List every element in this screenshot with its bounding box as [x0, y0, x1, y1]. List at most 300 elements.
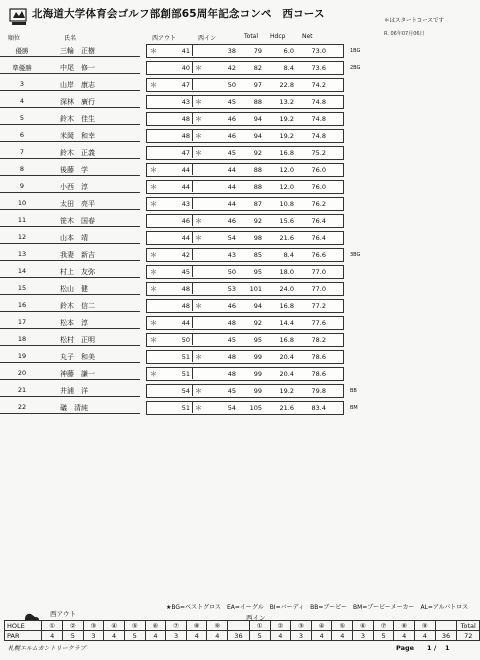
player-name: 礒 清純 [60, 404, 88, 412]
result-row [0, 297, 480, 314]
total-score: 92 [253, 217, 262, 225]
player-name: 鈴木 信二 [60, 302, 95, 310]
player-name: 山岸 康志 [60, 81, 95, 89]
rank: 13 [17, 250, 27, 258]
net-score: 78.2 [311, 336, 326, 344]
in-start-marker: ＊ [195, 132, 202, 140]
net-score: 79.8 [311, 387, 326, 395]
hdcp-value: 19.2 [279, 115, 294, 123]
total-score: 95 [253, 336, 262, 344]
remark: 3BG [350, 252, 361, 258]
par-cell: 4 [332, 631, 353, 641]
player-name: 後藤 学 [60, 166, 88, 174]
total-score: 88 [253, 166, 262, 174]
out-start-marker: ＊ [150, 81, 157, 89]
club-name: 札幌エルムカントリークラブ [8, 645, 86, 652]
result-row [0, 331, 480, 348]
out-score: 48 [181, 285, 190, 293]
rank: 22 [17, 403, 27, 411]
par-cell: 5 [249, 631, 270, 641]
par-cell: 4 [145, 631, 166, 641]
hole-cell: ④ [311, 621, 332, 631]
in-start-marker: ＊ [195, 387, 202, 395]
out-start-marker: ＊ [150, 200, 157, 208]
hdcp-value: 19.2 [279, 132, 294, 140]
net-score: 76.0 [311, 166, 326, 174]
net-score: 76.4 [311, 234, 326, 242]
name-underline [0, 226, 140, 227]
out-score: 48 [181, 302, 190, 310]
score-box-divider [192, 78, 193, 90]
player-name: 米岡 和幸 [60, 132, 95, 140]
rank: 5 [19, 114, 25, 122]
hole-cell: ⑤ [124, 621, 145, 631]
player-name: 小西 淳 [60, 183, 88, 191]
hole-cell: ⑥ [145, 621, 166, 631]
hdcp-value: 16.8 [279, 302, 294, 310]
in-score: 48 [227, 370, 236, 378]
out-score: 47 [181, 149, 190, 157]
hdcp-value: 20.4 [279, 353, 294, 361]
hole-label: HOLE [5, 621, 42, 631]
in-start-marker: ＊ [195, 302, 202, 310]
net-score: 74.8 [311, 115, 326, 123]
net-score: 76.0 [311, 183, 326, 191]
player-name: 深林 廣行 [60, 98, 95, 106]
total-score: 105 [249, 404, 262, 412]
hole-cell: ⑦ [373, 621, 394, 631]
net-score: 77.2 [311, 302, 326, 310]
name-underline [0, 243, 140, 244]
out-score: 48 [181, 132, 190, 140]
par-cell: 3 [291, 631, 312, 641]
hole-cell-blank [435, 621, 457, 631]
name-underline [0, 345, 140, 346]
out-start-marker: ＊ [150, 183, 157, 191]
result-row [0, 246, 480, 263]
in-score: 44 [227, 200, 236, 208]
out-score: 40 [181, 64, 190, 72]
result-row [0, 76, 480, 93]
name-underline [0, 73, 140, 74]
in-score: 54 [227, 234, 236, 242]
in-start-marker: ＊ [195, 64, 202, 72]
par-cell: 3 [166, 631, 187, 641]
hole-cell: ⑤ [332, 621, 353, 631]
out-start-marker: ＊ [150, 285, 157, 293]
score-box-divider [192, 401, 193, 413]
in-score: 46 [227, 132, 236, 140]
hole-cell: ③ [291, 621, 312, 631]
player-name: 井浦 洋 [60, 387, 88, 395]
in-score: 48 [227, 319, 236, 327]
col-total-header: Total [244, 33, 259, 40]
result-row [0, 59, 480, 76]
name-underline [0, 107, 140, 108]
par-cell: 3 [83, 631, 104, 641]
legend: ★BG=ベストグロス EA=イーグル BI=バーディ BB=ブービー BM=ブービーメーカー AL=アルバトロス [166, 604, 469, 611]
score-box-divider [192, 44, 193, 56]
out-score: 44 [181, 166, 190, 174]
hole-cell: ① [42, 621, 63, 631]
hdcp-value: 13.2 [279, 98, 294, 106]
score-box-divider [192, 384, 193, 396]
rank: 3 [19, 80, 25, 88]
total-score: 85 [253, 251, 262, 259]
score-box-divider [192, 129, 193, 141]
out-score: 44 [181, 319, 190, 327]
total-score: 79 [253, 47, 262, 55]
name-underline [0, 124, 140, 125]
remark: 2BG [350, 65, 361, 71]
par-label: PAR [5, 631, 42, 641]
in-score: 42 [227, 64, 236, 72]
result-row [0, 314, 480, 331]
total-score: 99 [253, 370, 262, 378]
result-row [0, 161, 480, 178]
in-score: 46 [227, 302, 236, 310]
player-name: 村上 友弥 [60, 268, 95, 276]
out-start-marker: ＊ [150, 370, 157, 378]
out-score: 45 [181, 268, 190, 276]
name-underline [0, 294, 140, 295]
net-score: 74.8 [311, 132, 326, 140]
total-score: 88 [253, 98, 262, 106]
total-score: 92 [253, 149, 262, 157]
rank: 10 [17, 199, 27, 207]
hole-cell: ⑥ [353, 621, 374, 631]
score-box-divider [192, 367, 193, 379]
name-underline [0, 141, 140, 142]
col-name-header: 氏名 [64, 35, 77, 42]
rank: 優勝 [15, 47, 29, 55]
in-score: 48 [227, 353, 236, 361]
player-name: 鈴木 正義 [60, 149, 95, 157]
out-score: 51 [181, 404, 190, 412]
total-score: 97 [253, 81, 262, 89]
score-box-divider [192, 333, 193, 345]
in-score: 45 [227, 336, 236, 344]
par-out-total: 36 [228, 631, 250, 641]
par-cell: 4 [207, 631, 228, 641]
hdcp-value: 12.0 [279, 183, 294, 191]
par-cell: 4 [394, 631, 415, 641]
name-underline [0, 311, 140, 312]
total-score: 94 [253, 115, 262, 123]
in-score: 44 [227, 183, 236, 191]
par-cell: 4 [42, 631, 63, 641]
in-start-marker: ＊ [195, 234, 202, 242]
player-name: 太田 亮平 [60, 200, 95, 208]
total-score: 88 [253, 183, 262, 191]
hdcp-value: 24.0 [279, 285, 294, 293]
total-score: 99 [253, 353, 262, 361]
total-score: 92 [253, 319, 262, 327]
total-score: 99 [253, 387, 262, 395]
out-score: 51 [181, 370, 190, 378]
score-box-divider [192, 214, 193, 226]
rank: 準優勝 [12, 64, 32, 72]
result-row [0, 280, 480, 297]
result-row [0, 42, 480, 59]
hdcp-value: 19.2 [279, 387, 294, 395]
score-box-divider [192, 316, 193, 328]
in-score: 53 [227, 285, 236, 293]
out-score: 44 [181, 234, 190, 242]
player-name: 松本 淳 [60, 319, 88, 327]
par-cell: 3 [353, 631, 374, 641]
net-score: 75.2 [311, 149, 326, 157]
name-underline [0, 90, 140, 91]
total-score: 95 [253, 268, 262, 276]
player-name: 笹木 国春 [60, 217, 95, 225]
hole-cell: ⑨ [207, 621, 228, 631]
player-name: 山本 靖 [60, 234, 88, 242]
in-score: 50 [227, 268, 236, 276]
rank: 17 [17, 318, 27, 326]
in-score: 44 [227, 166, 236, 174]
total-score: 94 [253, 302, 262, 310]
name-underline [0, 362, 140, 363]
result-row [0, 382, 480, 399]
result-row [0, 399, 480, 416]
score-box-divider [192, 146, 193, 158]
hdcp-value: 8.4 [283, 251, 294, 259]
rank: 8 [19, 165, 25, 173]
net-score: 77.0 [311, 285, 326, 293]
net-score: 74.2 [311, 81, 326, 89]
logo-icon [8, 6, 30, 26]
par-cell: 4 [270, 631, 291, 641]
score-box-divider [192, 95, 193, 107]
total-score: 101 [249, 285, 262, 293]
rank: 15 [17, 284, 27, 292]
net-score: 83.4 [311, 404, 326, 412]
in-course-label: 西イン [246, 614, 266, 622]
name-underline [0, 175, 140, 176]
hole-cell: ⑦ [166, 621, 187, 631]
player-name: 我妻 新吉 [60, 251, 95, 259]
result-row [0, 212, 480, 229]
rank: 6 [19, 131, 25, 139]
hdcp-value: 16.8 [279, 149, 294, 157]
event-date: R. 06年07月06日 [384, 31, 425, 37]
out-start-marker: ＊ [150, 268, 157, 276]
out-score: 44 [181, 183, 190, 191]
player-name: 三輪 正樹 [60, 47, 95, 55]
in-start-marker: ＊ [195, 404, 202, 412]
scorecard-table [4, 620, 480, 641]
score-box-divider [192, 248, 193, 260]
rank: 9 [19, 182, 25, 190]
start-course-note: ＊はスタートコースです [384, 18, 445, 24]
result-row [0, 365, 480, 382]
par-cell: 4 [415, 631, 436, 641]
result-row [0, 178, 480, 195]
out-start-marker: ＊ [150, 47, 157, 55]
in-score: 45 [227, 387, 236, 395]
total-score: 87 [253, 200, 262, 208]
rank: 12 [17, 233, 27, 241]
score-box-divider [192, 112, 193, 124]
result-row [0, 110, 480, 127]
name-underline [0, 396, 140, 397]
hdcp-value: 8.4 [283, 64, 294, 72]
page-number: Page 1 / 1 [396, 644, 450, 652]
hdcp-value: 10.8 [279, 200, 294, 208]
par-cell: 5 [373, 631, 394, 641]
rank: 20 [17, 369, 27, 377]
in-start-marker: ＊ [195, 149, 202, 157]
hdcp-value: 21.6 [279, 404, 294, 412]
result-row [0, 348, 480, 365]
hdcp-value: 21.6 [279, 234, 294, 242]
score-box-divider [192, 299, 193, 311]
name-underline [0, 56, 140, 57]
in-score: 50 [227, 81, 236, 89]
net-score: 78.6 [311, 370, 326, 378]
hdcp-value: 6.0 [283, 47, 294, 55]
out-score: 48 [181, 115, 190, 123]
out-start-marker: ＊ [150, 336, 157, 344]
par-grand-total: 72 [457, 631, 480, 641]
remark: BM [350, 405, 358, 411]
result-row [0, 263, 480, 280]
name-underline [0, 379, 140, 380]
out-score: 41 [181, 47, 190, 55]
player-name: 中尾 修一 [60, 64, 95, 72]
hole-cell: ⑧ [186, 621, 207, 631]
out-start-marker: ＊ [150, 166, 157, 174]
total-score: 98 [253, 234, 262, 242]
score-box-divider [192, 282, 193, 294]
hdcp-value: 15.6 [279, 217, 294, 225]
net-score: 76.6 [311, 251, 326, 259]
name-underline [0, 192, 140, 193]
result-row [0, 93, 480, 110]
hdcp-value: 22.8 [279, 81, 294, 89]
hole-cell: ③ [83, 621, 104, 631]
in-start-marker: ＊ [195, 353, 202, 361]
rank: 11 [17, 216, 27, 224]
total-score: 82 [253, 64, 262, 72]
name-underline [0, 260, 140, 261]
in-score: 54 [227, 404, 236, 412]
score-box-divider [192, 265, 193, 277]
score-box-divider [192, 61, 193, 73]
par-row [5, 631, 480, 641]
name-underline [0, 328, 140, 329]
par-cell: 5 [63, 631, 84, 641]
player-name: 丸子 和美 [60, 353, 95, 361]
par-cell: 4 [186, 631, 207, 641]
col-net-header: Net [302, 33, 313, 40]
net-score: 77.0 [311, 268, 326, 276]
out-start-marker: ＊ [150, 319, 157, 327]
player-name: 松山 健 [60, 285, 88, 293]
rank: 18 [17, 335, 27, 343]
name-underline [0, 209, 140, 210]
hole-cell: ⑧ [394, 621, 415, 631]
par-in-total: 36 [435, 631, 457, 641]
score-box-divider [192, 231, 193, 243]
name-underline [0, 413, 140, 414]
hole-cell: ④ [104, 621, 125, 631]
col-rank-header: 順位 [8, 35, 21, 42]
remark: 1BG [350, 48, 361, 54]
out-score: 51 [181, 353, 190, 361]
out-course-label: 西アウト [50, 610, 76, 618]
col-in-header: 西イン [198, 35, 217, 42]
par-cell: 4 [311, 631, 332, 641]
col-hdcp-header: Hdcp [270, 33, 286, 40]
hdcp-value: 14.4 [279, 319, 294, 327]
col-out-header: 西アウト [152, 35, 177, 42]
par-cell: 5 [124, 631, 145, 641]
net-score: 77.6 [311, 319, 326, 327]
out-score: 46 [181, 217, 190, 225]
out-score: 43 [181, 200, 190, 208]
total-header: Total [457, 621, 480, 631]
net-score: 76.2 [311, 200, 326, 208]
in-score: 46 [227, 115, 236, 123]
score-box-divider [192, 350, 193, 362]
hole-cell: ② [270, 621, 291, 631]
out-score: 54 [181, 387, 190, 395]
total-score: 94 [253, 132, 262, 140]
result-row [0, 144, 480, 161]
out-start-marker: ＊ [150, 251, 157, 259]
player-name: 松村 正明 [60, 336, 95, 344]
score-box-divider [192, 197, 193, 209]
hdcp-value: 18.0 [279, 268, 294, 276]
out-score: 43 [181, 98, 190, 106]
hdcp-value: 20.4 [279, 370, 294, 378]
hdcp-value: 12.0 [279, 166, 294, 174]
hole-cell: ① [249, 621, 270, 631]
hole-row [5, 621, 480, 631]
par-cell: 4 [104, 631, 125, 641]
rank: 14 [17, 267, 27, 275]
in-start-marker: ＊ [195, 217, 202, 225]
net-score: 74.8 [311, 98, 326, 106]
hole-cell: ② [63, 621, 84, 631]
rank: 4 [19, 97, 25, 105]
hole-cell: ⑨ [415, 621, 436, 631]
rank: 16 [17, 301, 27, 309]
name-underline [0, 158, 140, 159]
result-row [0, 127, 480, 144]
in-start-marker: ＊ [195, 115, 202, 123]
result-row [0, 229, 480, 246]
out-score: 42 [181, 251, 190, 259]
in-score: 45 [227, 98, 236, 106]
in-score: 46 [227, 217, 236, 225]
player-name: 鈴木 佳生 [60, 115, 95, 123]
in-score: 45 [227, 149, 236, 157]
hdcp-value: 16.8 [279, 336, 294, 344]
result-row [0, 195, 480, 212]
remark: BB [350, 388, 357, 394]
rank: 21 [17, 386, 27, 394]
score-box-divider [192, 180, 193, 192]
in-score: 38 [227, 47, 236, 55]
in-score: 43 [227, 251, 236, 259]
net-score: 73.0 [311, 47, 326, 55]
in-start-marker: ＊ [195, 98, 202, 106]
rank: 19 [17, 352, 27, 360]
net-score: 73.6 [311, 64, 326, 72]
